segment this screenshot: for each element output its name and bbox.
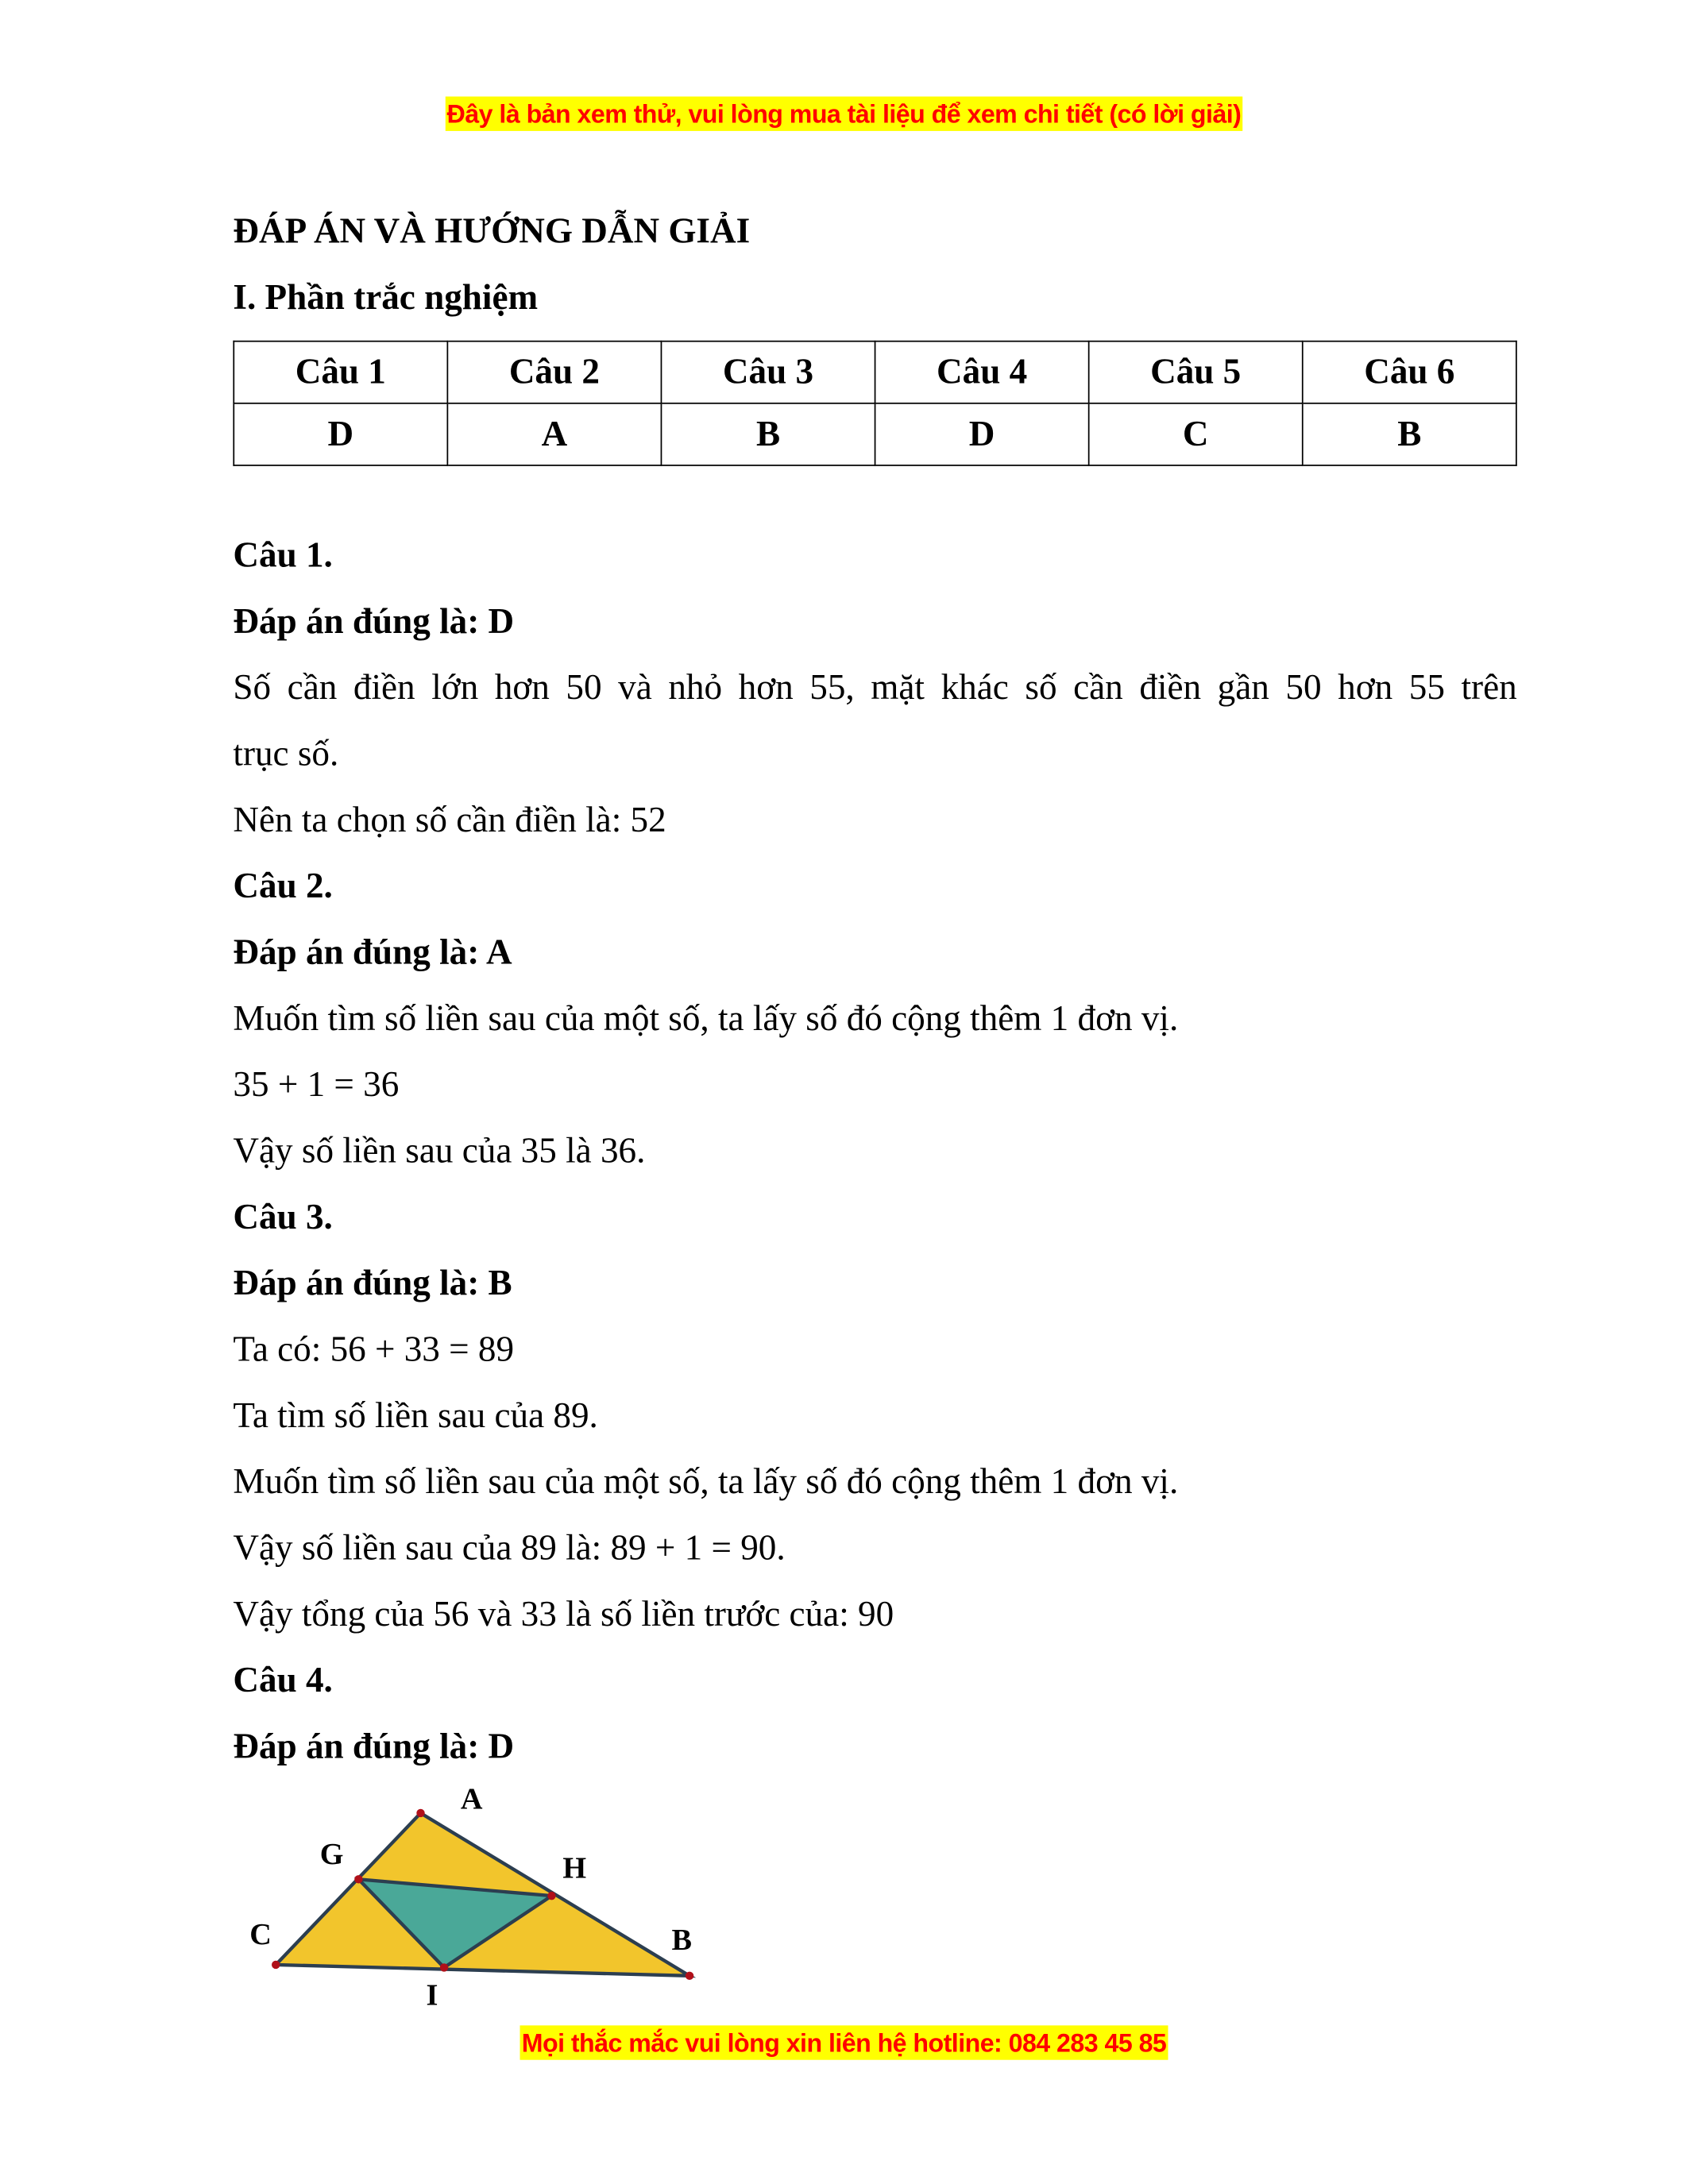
section-heading: I. Phần trắc nghiệm — [233, 276, 539, 318]
question-heading: Câu 3. — [233, 1196, 333, 1237]
hotline-banner-text: Mọi thắc mắc vui lòng xin liên hệ hotline: 084 283 45 85 — [520, 2025, 1168, 2059]
answer-line: Đáp án đúng là: B — [233, 1263, 512, 1303]
answer-line: Đáp án đúng là: D — [233, 600, 515, 642]
body-text: Nên ta chọn số cần điền là: 52 — [233, 799, 666, 840]
question-heading: Câu 1. — [233, 534, 333, 575]
table-header-cell: Câu 3 — [661, 341, 875, 403]
body-text: Số cần điền lớn hơn 50 và nhỏ hơn 55, mặt khác số cần điền gần 50 hơn 55 trên — [233, 667, 1517, 708]
point-a — [416, 1809, 424, 1817]
body-text: Vậy số liền sau của 89 là: 89 + 1 = 90. — [233, 1527, 786, 1568]
label-a: A — [460, 1782, 483, 1816]
preview-banner-text: Đây là bản xem thử, vui lòng mua tài liệu để xem chi tiết (có lời giải) — [446, 97, 1242, 131]
table-answer-cell: D — [875, 403, 1089, 465]
table-header-cell: Câu 6 — [1303, 341, 1516, 403]
answer-line: Đáp án đúng là: D — [233, 1726, 515, 1766]
hotline-banner — [0, 2028, 1688, 2059]
point-c — [272, 1961, 280, 1969]
table-answer-cell: A — [447, 403, 661, 465]
page-title: ĐÁP ÁN VÀ HƯỚNG DẪN GIẢI — [233, 210, 751, 251]
table-answer-cell: B — [661, 403, 875, 465]
body-text: 35 + 1 = 36 — [233, 1064, 400, 1105]
body-text: Muốn tìm số liền sau của một số, ta lấy số đó cộng thêm 1 đơn vị. — [233, 997, 1179, 1039]
point-i — [440, 1963, 448, 1971]
table-header-cell: Câu 4 — [875, 341, 1089, 403]
label-c: C — [249, 1917, 272, 1951]
body-text: Ta có: 56 + 33 = 89 — [233, 1329, 515, 1369]
point-b — [686, 1972, 693, 1980]
table-answer-cell: B — [1303, 403, 1516, 465]
table-header-cell: Câu 1 — [234, 341, 447, 403]
question-heading: Câu 4. — [233, 1660, 333, 1700]
label-b: B — [671, 1923, 692, 1957]
table-answer-cell: D — [234, 403, 447, 465]
body-text: trục số. — [233, 733, 339, 774]
body-text: Vậy số liền sau của 35 là 36. — [233, 1130, 646, 1171]
table-header-cell: Câu 5 — [1089, 341, 1303, 403]
table-answer-cell: C — [1089, 403, 1303, 465]
label-g: G — [319, 1838, 344, 1872]
body-text: Vậy tổng của 56 và 33 là số liền trước của: 90 — [233, 1593, 894, 1634]
body-text: Ta tìm số liền sau của 89. — [233, 1395, 598, 1436]
question-heading: Câu 2. — [233, 866, 333, 906]
label-i: I — [426, 1978, 438, 2012]
answer-line: Đáp án đúng là: A — [233, 932, 512, 972]
point-h — [547, 1892, 555, 1900]
point-g — [354, 1875, 362, 1883]
label-h: H — [562, 1851, 587, 1885]
table-header-cell: Câu 2 — [447, 341, 661, 403]
body-text: Muốn tìm số liền sau của một số, ta lấy số đó cộng thêm 1 đơn vị. — [233, 1461, 1179, 1502]
